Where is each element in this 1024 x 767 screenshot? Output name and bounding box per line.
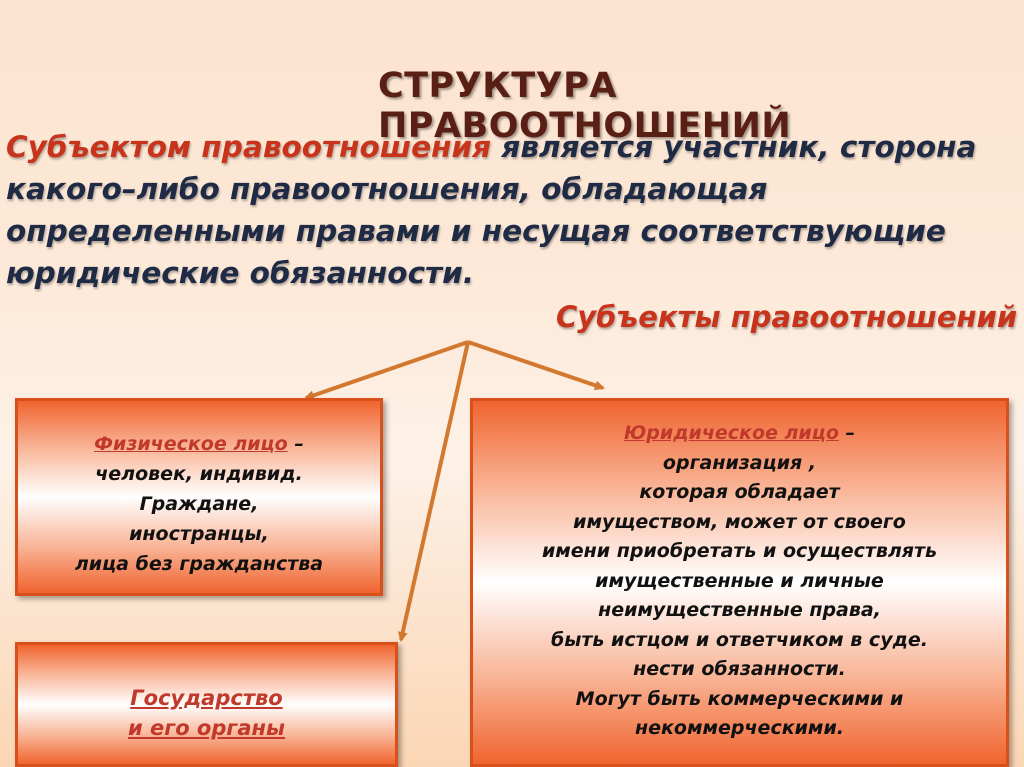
physical-person-box xyxy=(15,398,383,596)
arrow-to-physical-person xyxy=(306,342,468,398)
legal-entity-line: организация , xyxy=(662,451,817,474)
legal-entity-line: Могут быть коммерческими и xyxy=(575,687,904,710)
legal-entity-line: некоммерческими. xyxy=(635,717,844,739)
legal-entity-line: которая обладает xyxy=(639,481,840,503)
physical-person-line: Граждане, xyxy=(139,493,259,515)
legal-entity-line: нести обязанности. xyxy=(633,658,846,680)
arrow-to-legal-entity xyxy=(468,342,603,388)
slide-title: СТРУКТУРА ПРАВООТНОШЕНИЙ xyxy=(378,66,792,146)
physical-person-dash: – xyxy=(287,433,304,455)
legal-entity-heading xyxy=(473,419,1006,449)
definition-body: является участник, сторона какого–либо правоотношения, обладающая определенными правами и несущая соответствующие юридические обязанности. xyxy=(6,130,977,290)
physical-person-term: Физическое лицо xyxy=(94,433,288,455)
arrow-to-state xyxy=(401,342,468,640)
subjects-heading: Субъекты правоотношений xyxy=(556,300,1018,334)
legal-entity-line: имущественные и личные xyxy=(595,569,884,592)
legal-entity-line: неимущественные права, xyxy=(598,599,881,621)
legal-entity-line: имени приобретать и осуществлять xyxy=(541,540,938,562)
state-line: и его органы xyxy=(127,716,286,740)
definition-term: Субъектом правоотношения xyxy=(6,130,492,164)
physical-person-line: иностранцы, xyxy=(129,523,269,545)
legal-entity-dash: – xyxy=(838,422,855,444)
state-line: Государство xyxy=(130,686,283,710)
legal-entity-box xyxy=(470,398,1009,767)
physical-person-heading xyxy=(18,429,380,459)
state-box xyxy=(15,642,398,767)
legal-entity-line: быть истцом и ответчиком в суде. xyxy=(550,628,929,651)
legal-entity-line: имуществом, может от своего xyxy=(573,510,906,533)
physical-person-line: человек, индивид. xyxy=(95,463,303,485)
legal-entity-term: Юридическое лицо xyxy=(623,422,839,444)
physical-person-line: лица без гражданства xyxy=(74,553,324,575)
